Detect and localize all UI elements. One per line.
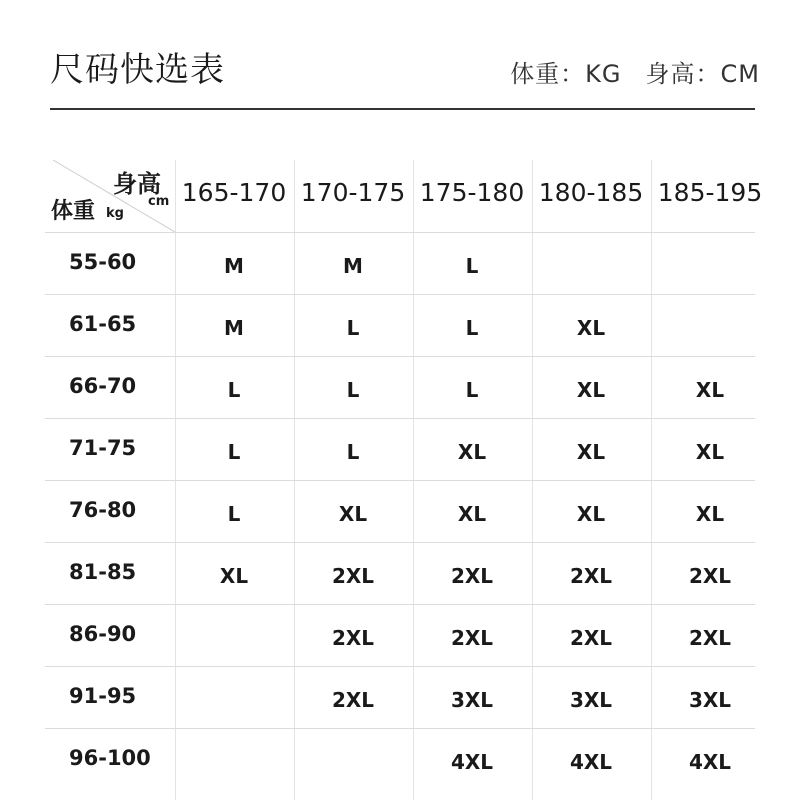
- size-cell: M: [224, 254, 244, 278]
- size-cell: L: [346, 440, 360, 464]
- size-cell: 4XL: [450, 750, 494, 774]
- weight-row-header: 96-100: [69, 746, 151, 770]
- size-cell: 2XL: [331, 564, 375, 588]
- row-divider: [45, 728, 755, 729]
- size-cell: 2XL: [688, 626, 732, 650]
- row-divider: [45, 232, 755, 233]
- page-title: 尺码快选表: [50, 50, 225, 90]
- row-divider: [45, 666, 755, 667]
- size-cell: M: [224, 316, 244, 340]
- size-cell: 3XL: [450, 688, 494, 712]
- size-cell: 2XL: [688, 564, 732, 588]
- size-cell: L: [227, 502, 241, 526]
- size-cell: XL: [695, 440, 725, 464]
- row-divider: [45, 356, 755, 357]
- size-cell: XL: [695, 378, 725, 402]
- height-unit-label: 身高：CM: [645, 60, 760, 88]
- row-divider: [45, 418, 755, 419]
- size-cell: 2XL: [331, 688, 375, 712]
- size-cell: L: [346, 316, 360, 340]
- corner-height-unit: cm: [148, 194, 170, 209]
- height-column-header: 170-175: [300, 178, 406, 207]
- size-cell: 4XL: [569, 750, 613, 774]
- size-cell: XL: [576, 316, 606, 340]
- size-cell: L: [465, 316, 479, 340]
- size-cell: XL: [576, 502, 606, 526]
- weight-row-header: 76-80: [69, 498, 137, 522]
- size-cell: 3XL: [569, 688, 613, 712]
- corner-height-label: 身高: [113, 170, 161, 198]
- height-column-header: 185-195: [657, 178, 763, 207]
- size-cell: L: [346, 378, 360, 402]
- corner-header: [45, 160, 175, 232]
- size-cell: M: [343, 254, 363, 278]
- row-divider: [45, 542, 755, 543]
- size-cell: L: [465, 378, 479, 402]
- size-cell: XL: [219, 564, 249, 588]
- weight-row-header: 55-60: [69, 250, 137, 274]
- weight-row-header: 86-90: [69, 622, 137, 646]
- weight-row-header: 61-65: [69, 312, 137, 336]
- row-divider: [45, 480, 755, 481]
- size-cell: XL: [338, 502, 368, 526]
- size-cell: L: [465, 254, 479, 278]
- size-cell: XL: [576, 378, 606, 402]
- row-divider: [45, 604, 755, 605]
- size-cell: 2XL: [569, 626, 613, 650]
- size-cell: 2XL: [450, 626, 494, 650]
- weight-row-header: 91-95: [69, 684, 137, 708]
- height-column-header: 165-170: [181, 178, 287, 207]
- size-cell: 2XL: [450, 564, 494, 588]
- weight-row-header: 71-75: [69, 436, 137, 460]
- size-table: [45, 160, 763, 800]
- height-column-header: 180-185: [538, 178, 644, 207]
- weight-row-header: 66-70: [69, 374, 137, 398]
- corner-weight-unit: kg: [106, 206, 124, 221]
- size-cell: L: [227, 378, 241, 402]
- size-cell: XL: [695, 502, 725, 526]
- size-cell: 3XL: [688, 688, 732, 712]
- size-cell: L: [227, 440, 241, 464]
- weight-row-header: 81-85: [69, 560, 137, 584]
- size-cell: XL: [457, 440, 487, 464]
- row-divider: [45, 294, 755, 295]
- size-cell: 4XL: [688, 750, 732, 774]
- weight-unit-label: 体重：KG: [510, 60, 622, 88]
- height-column-header: 175-180: [419, 178, 525, 207]
- corner-weight-label: 体重: [51, 199, 96, 224]
- unit-legend: [510, 54, 760, 89]
- title-divider: [50, 108, 755, 110]
- size-cell: 2XL: [331, 626, 375, 650]
- size-cell: 2XL: [569, 564, 613, 588]
- size-cell: XL: [457, 502, 487, 526]
- size-cell: XL: [576, 440, 606, 464]
